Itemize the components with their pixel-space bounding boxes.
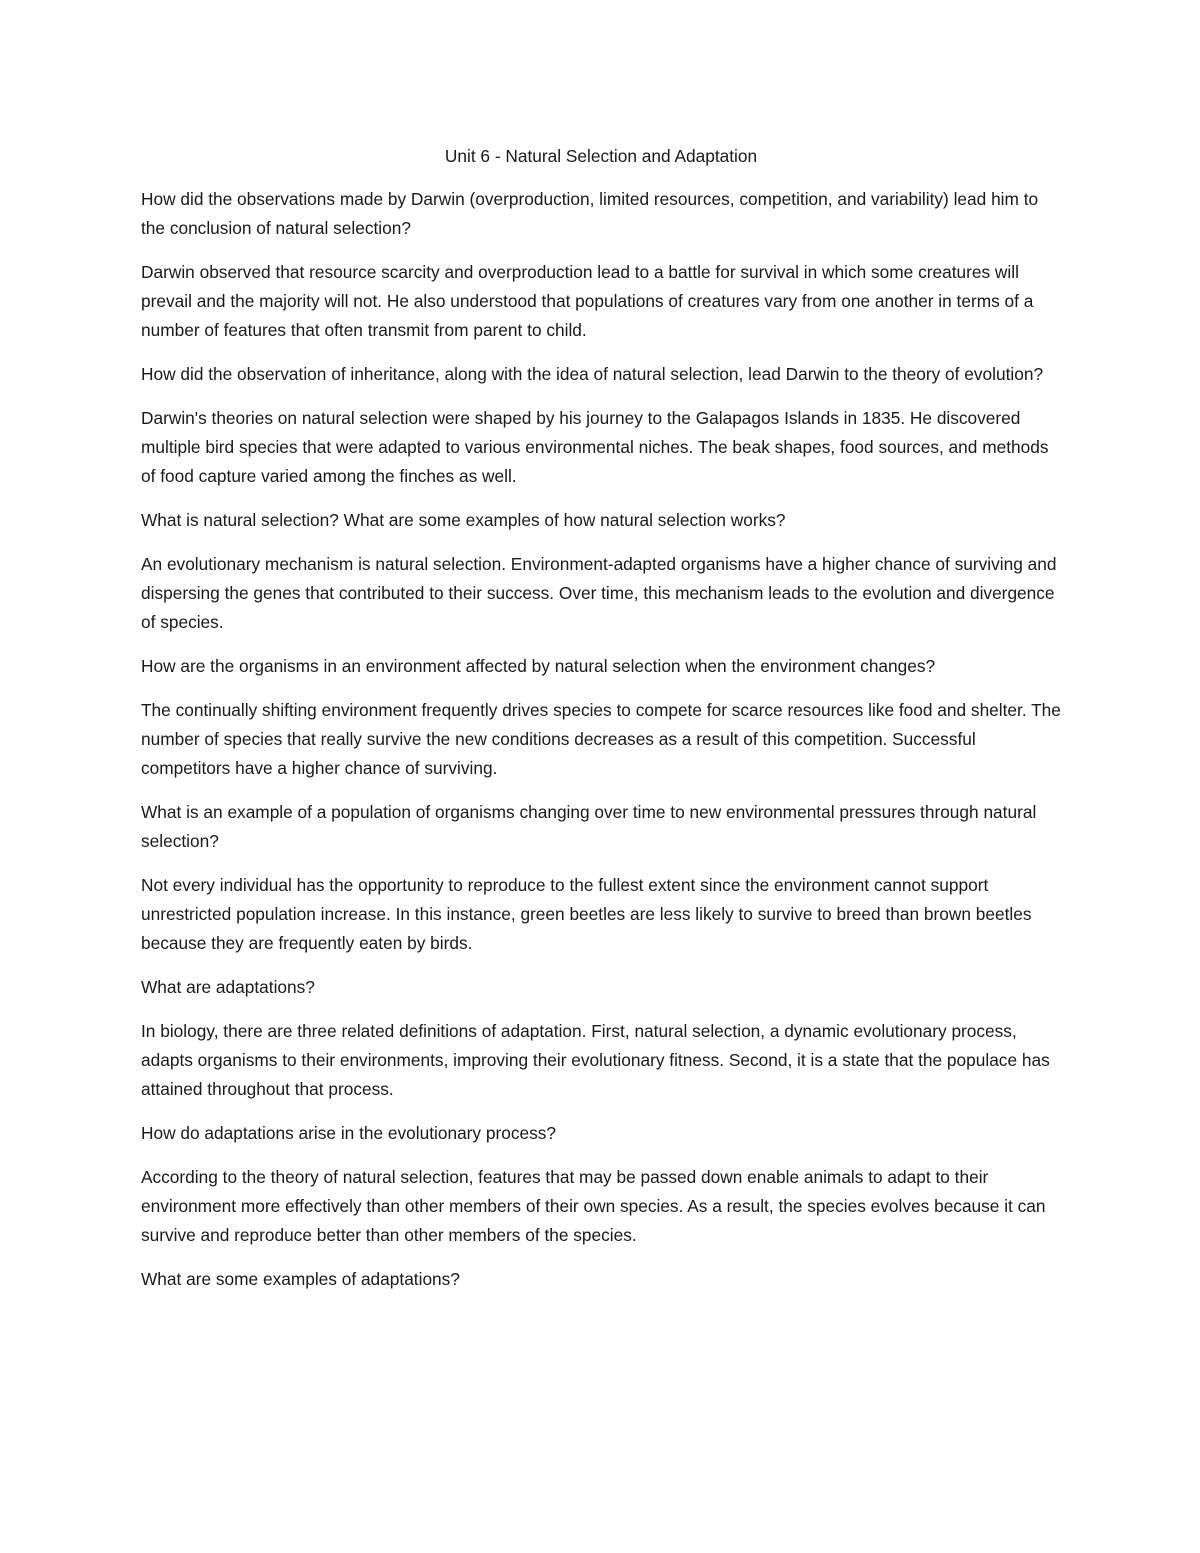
question-paragraph: What are some examples of adaptations? [141,1269,460,1289]
answer-paragraph: The continually shifting environment frequently drives species to compete for scarce resources like food and shelter. The number of species that really survive the new conditions decreases as a result of this competition. Successful competitors have a higher chance of surviving. [141,700,1061,778]
answer-paragraph: An evolutionary mechanism is natural selection. Environment-adapted organisms have a higher chance of surviving and dispersing the genes that contributed to their success. Over time, this mechanism leads to the evolution and divergence of species. [141,554,1057,632]
question-paragraph: What is natural selection? What are some examples of how natural selection works? [141,510,786,530]
document-body [141,142,1061,1309]
question-paragraph: How do adaptations arise in the evolutionary process? [141,1123,556,1143]
question-paragraph: How did the observations made by Darwin (overproduction, limited resources, competition, and variability) lead him to the conclusion of natural selection? [141,189,1039,238]
answer-paragraph: Not every individual has the opportunity to reproduce to the fullest extent since the environment cannot support unrestricted population increase. In this instance, green beetles are less likely to survive to breed than brown beetles because they are frequently eaten by birds. [141,875,1032,953]
question-paragraph: How are the organisms in an environment affected by natural selection when the environment changes? [141,656,936,676]
document-title: Unit 6 - Natural Selection and Adaptation [444,146,758,166]
answer-paragraph: Darwin's theories on natural selection were shaped by his journey to the Galapagos Islands in 1835. He discovered multiple bird species that were adapted to various environmental niches. The beak shapes, food sources, and methods of food capture varied among the finches as well. [141,408,1049,486]
question-paragraph: How did the observation of inheritance, along with the idea of natural selection, lead Darwin to the theory of evolution? [141,364,1044,384]
question-paragraph: What is an example of a population of organisms changing over time to new environmental pressures through natural selection? [141,802,1037,851]
question-paragraph: What are adaptations? [141,977,315,997]
answer-paragraph: According to the theory of natural selection, features that may be passed down enable animals to adapt to their environment more effectively than other members of their own species. As a result, the species evolves because it can survive and reproduce better than other members of the species. [141,1167,1046,1245]
answer-paragraph: Darwin observed that resource scarcity and overproduction lead to a battle for survival in which some creatures will prevail and the majority will not. He also understood that populations of creatures vary from one another in terms of a number of features that often transmit from parent to child. [141,262,1034,340]
answer-paragraph: In biology, there are three related definitions of adaptation. First, natural selection, a dynamic evolutionary process, adapts organisms to their environments, improving their evolutionary fitness. Second, it is a state that the populace has attained throughout that process. [141,1021,1050,1099]
